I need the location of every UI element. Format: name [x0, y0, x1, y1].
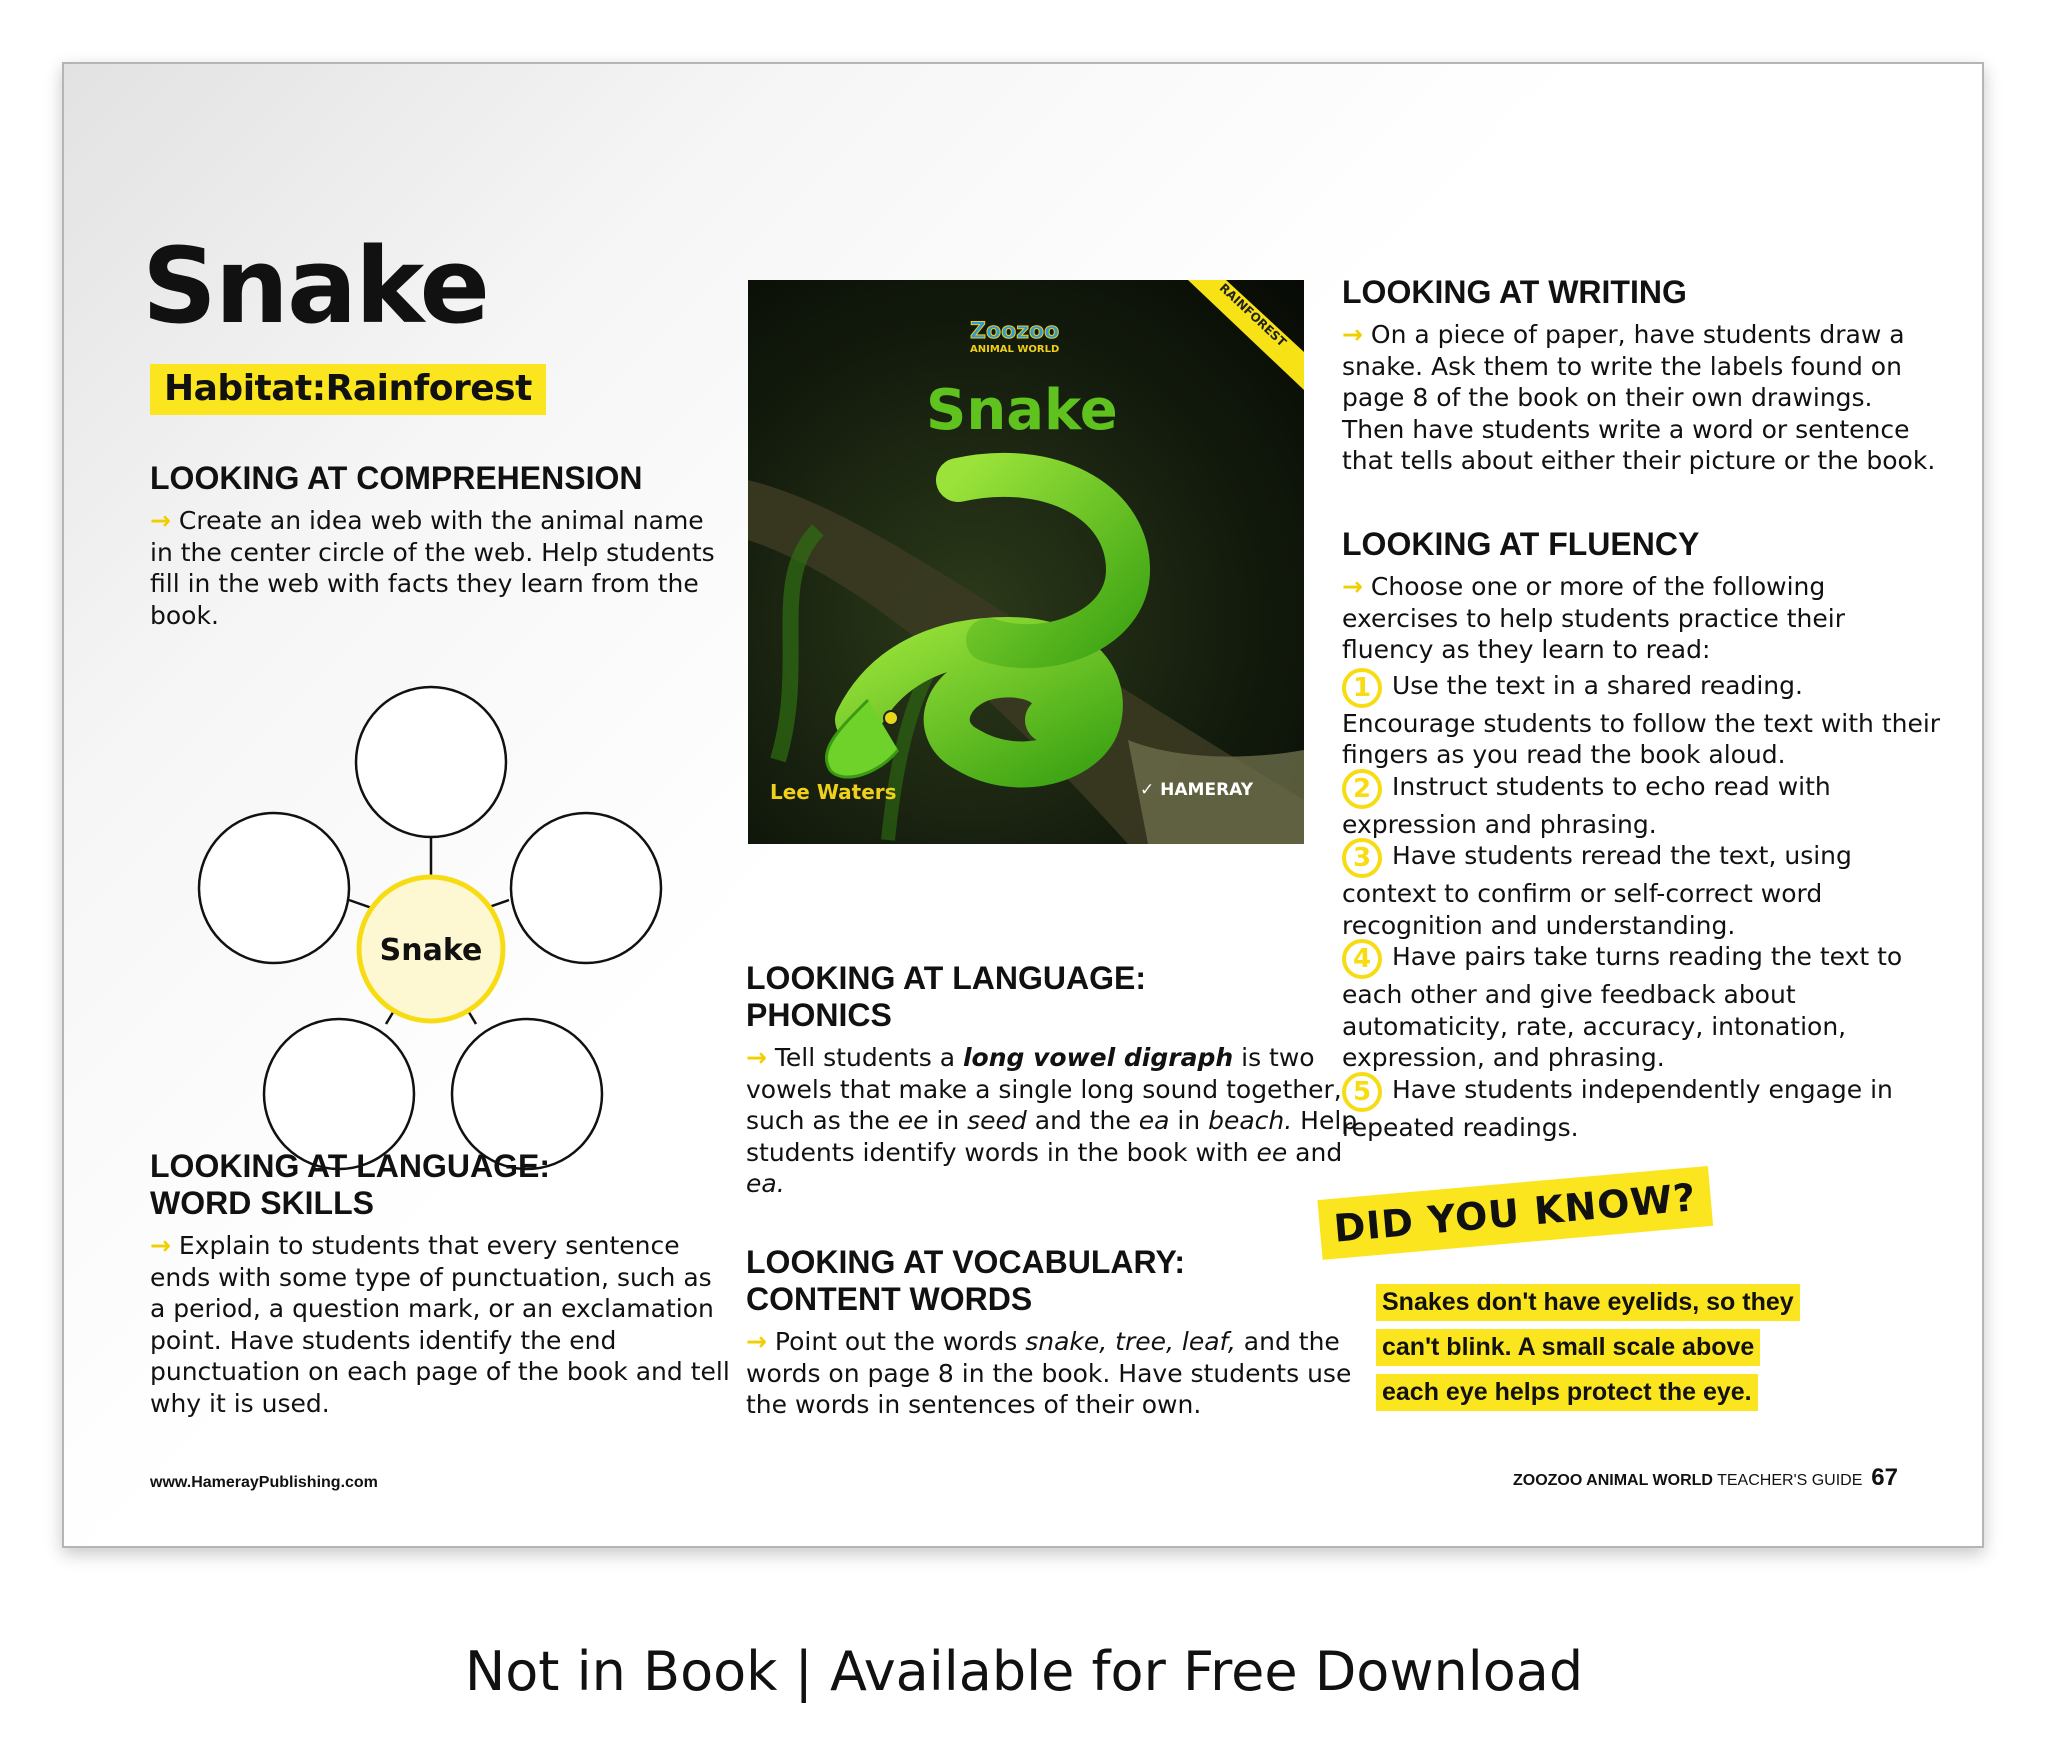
page-number: 67: [1871, 1464, 1898, 1491]
fluency-heading: LOOKING AT FLUENCY: [1342, 526, 1700, 562]
cover-author: Lee Waters: [770, 780, 897, 804]
fluency-section: [1342, 526, 1942, 1143]
writing-text: → On a piece of paper, have students draw a snake. Ask them to write the labels found on page 8 of the book on their own drawings. Then have students write a word or sentence that tells about either their picture or the book.: [1342, 320, 1936, 475]
download-caption: Not in Book | Available for Free Download: [464, 1640, 1584, 1703]
did-you-know-banner: DID YOU KNOW?: [1317, 1166, 1712, 1260]
fact-line: can't blink. A small scale above: [1376, 1329, 1760, 1366]
fluency-item: 5 Have students independently engage in repeated readings.: [1342, 1074, 1942, 1144]
number-circle-icon: 2: [1342, 769, 1382, 809]
idea-web-diagram: [164, 624, 674, 1184]
phonics-section: [746, 960, 1366, 1200]
word-skills-text: → Explain to students that every sentence ends with some type of punctuation, such as a period, a question mark, or an exclamation point. Have students identify the end punctuation on each page of the book and tell why it is used.: [150, 1231, 730, 1418]
did-you-know-fact: [1376, 1284, 1896, 1419]
web-outer-circle-bottom-left: [264, 1019, 414, 1169]
cover-publisher: ✓ HAMERAY: [1140, 780, 1254, 800]
cover-brand-logo: Zoozoo ANIMAL WORLD: [970, 319, 1060, 355]
fact-line: Snakes don't have eyelids, so they: [1376, 1284, 1800, 1321]
vocabulary-heading: LOOKING AT VOCABULARY: CONTENT WORDS: [746, 1244, 1186, 1317]
comprehension-section: [150, 460, 730, 631]
arrow-icon: →: [150, 506, 171, 535]
book-cover-image: [748, 280, 1304, 844]
phonics-heading: LOOKING AT LANGUAGE: PHONICS: [746, 960, 1146, 1033]
number-circle-icon: 4: [1342, 939, 1382, 979]
web-outer-circle-top: [356, 687, 506, 837]
vocabulary-text: → Point out the words snake, tree, leaf, and the words on page 8 in the book. Have students use the words in sentences of their own.: [746, 1327, 1352, 1419]
cover-title: Snake: [926, 378, 1118, 443]
footer-website: www.HamerayPublishing.com: [150, 1474, 378, 1491]
number-circle-icon: 1: [1342, 668, 1382, 708]
web-outer-circle-left: [199, 813, 349, 963]
guide-page: [62, 62, 1984, 1548]
page-title: Snake: [142, 225, 489, 347]
word-skills-heading: LOOKING AT LANGUAGE: WORD SKILLS: [150, 1148, 550, 1221]
word-skills-section: [150, 1148, 730, 1419]
writing-heading: LOOKING AT WRITING: [1342, 274, 1687, 310]
publisher-logo-icon: ✓: [1140, 780, 1155, 800]
arrow-icon: →: [150, 1231, 171, 1260]
fluency-item: 3 Have students reread the text, using context to confirm or self-correct word recognition and understanding.: [1342, 840, 1942, 941]
writing-section: [1342, 274, 1942, 477]
fact-line: each eye helps protect the eye.: [1376, 1374, 1758, 1411]
vocabulary-section: [746, 1244, 1366, 1421]
fluency-intro: → Choose one or more of the following exercises to help students practice their fluency as they learn to read:: [1342, 572, 1846, 664]
fluency-item: 1 Use the text in a shared reading. Encourage students to follow the text with their fingers as you read the book aloud.: [1342, 670, 1942, 771]
phonics-text: → Tell students a long vowel digraph is two vowels that make a single long sound together, such as the ee in seed and the ea in beach. Help students identify words in the book with ee and ea.: [746, 1043, 1358, 1198]
comprehension-heading: LOOKING AT COMPREHENSION: [150, 460, 643, 496]
arrow-icon: →: [1342, 572, 1363, 601]
fluency-list: [1342, 670, 1942, 1144]
cover-corner-label: RAINFOREST: [1216, 280, 1289, 350]
arrow-icon: →: [746, 1043, 767, 1072]
web-outer-circle-bottom-right: [452, 1019, 602, 1169]
number-circle-icon: 3: [1342, 838, 1382, 878]
fluency-item: 4 Have pairs take turns reading the text to each other and give feedback about automaticity, rate, accuracy, intonation, expression, and phrasing.: [1342, 941, 1942, 1074]
arrow-icon: →: [746, 1327, 767, 1356]
web-center-label: Snake: [379, 933, 483, 968]
web-outer-circle-right: [511, 813, 661, 963]
arrow-icon: →: [1342, 320, 1363, 349]
footer-series: ZOOZOO ANIMAL WORLD TEACHER'S GUIDE 67: [1512, 1464, 1898, 1491]
number-circle-icon: 5: [1342, 1072, 1382, 1112]
fluency-item: 2 Instruct students to echo read with expression and phrasing.: [1342, 771, 1942, 841]
habitat-badge: Habitat:Rainforest: [150, 364, 546, 415]
comprehension-text: → Create an idea web with the animal name in the center circle of the web. Help students fill in the web with facts they learn from the book.: [150, 506, 715, 630]
